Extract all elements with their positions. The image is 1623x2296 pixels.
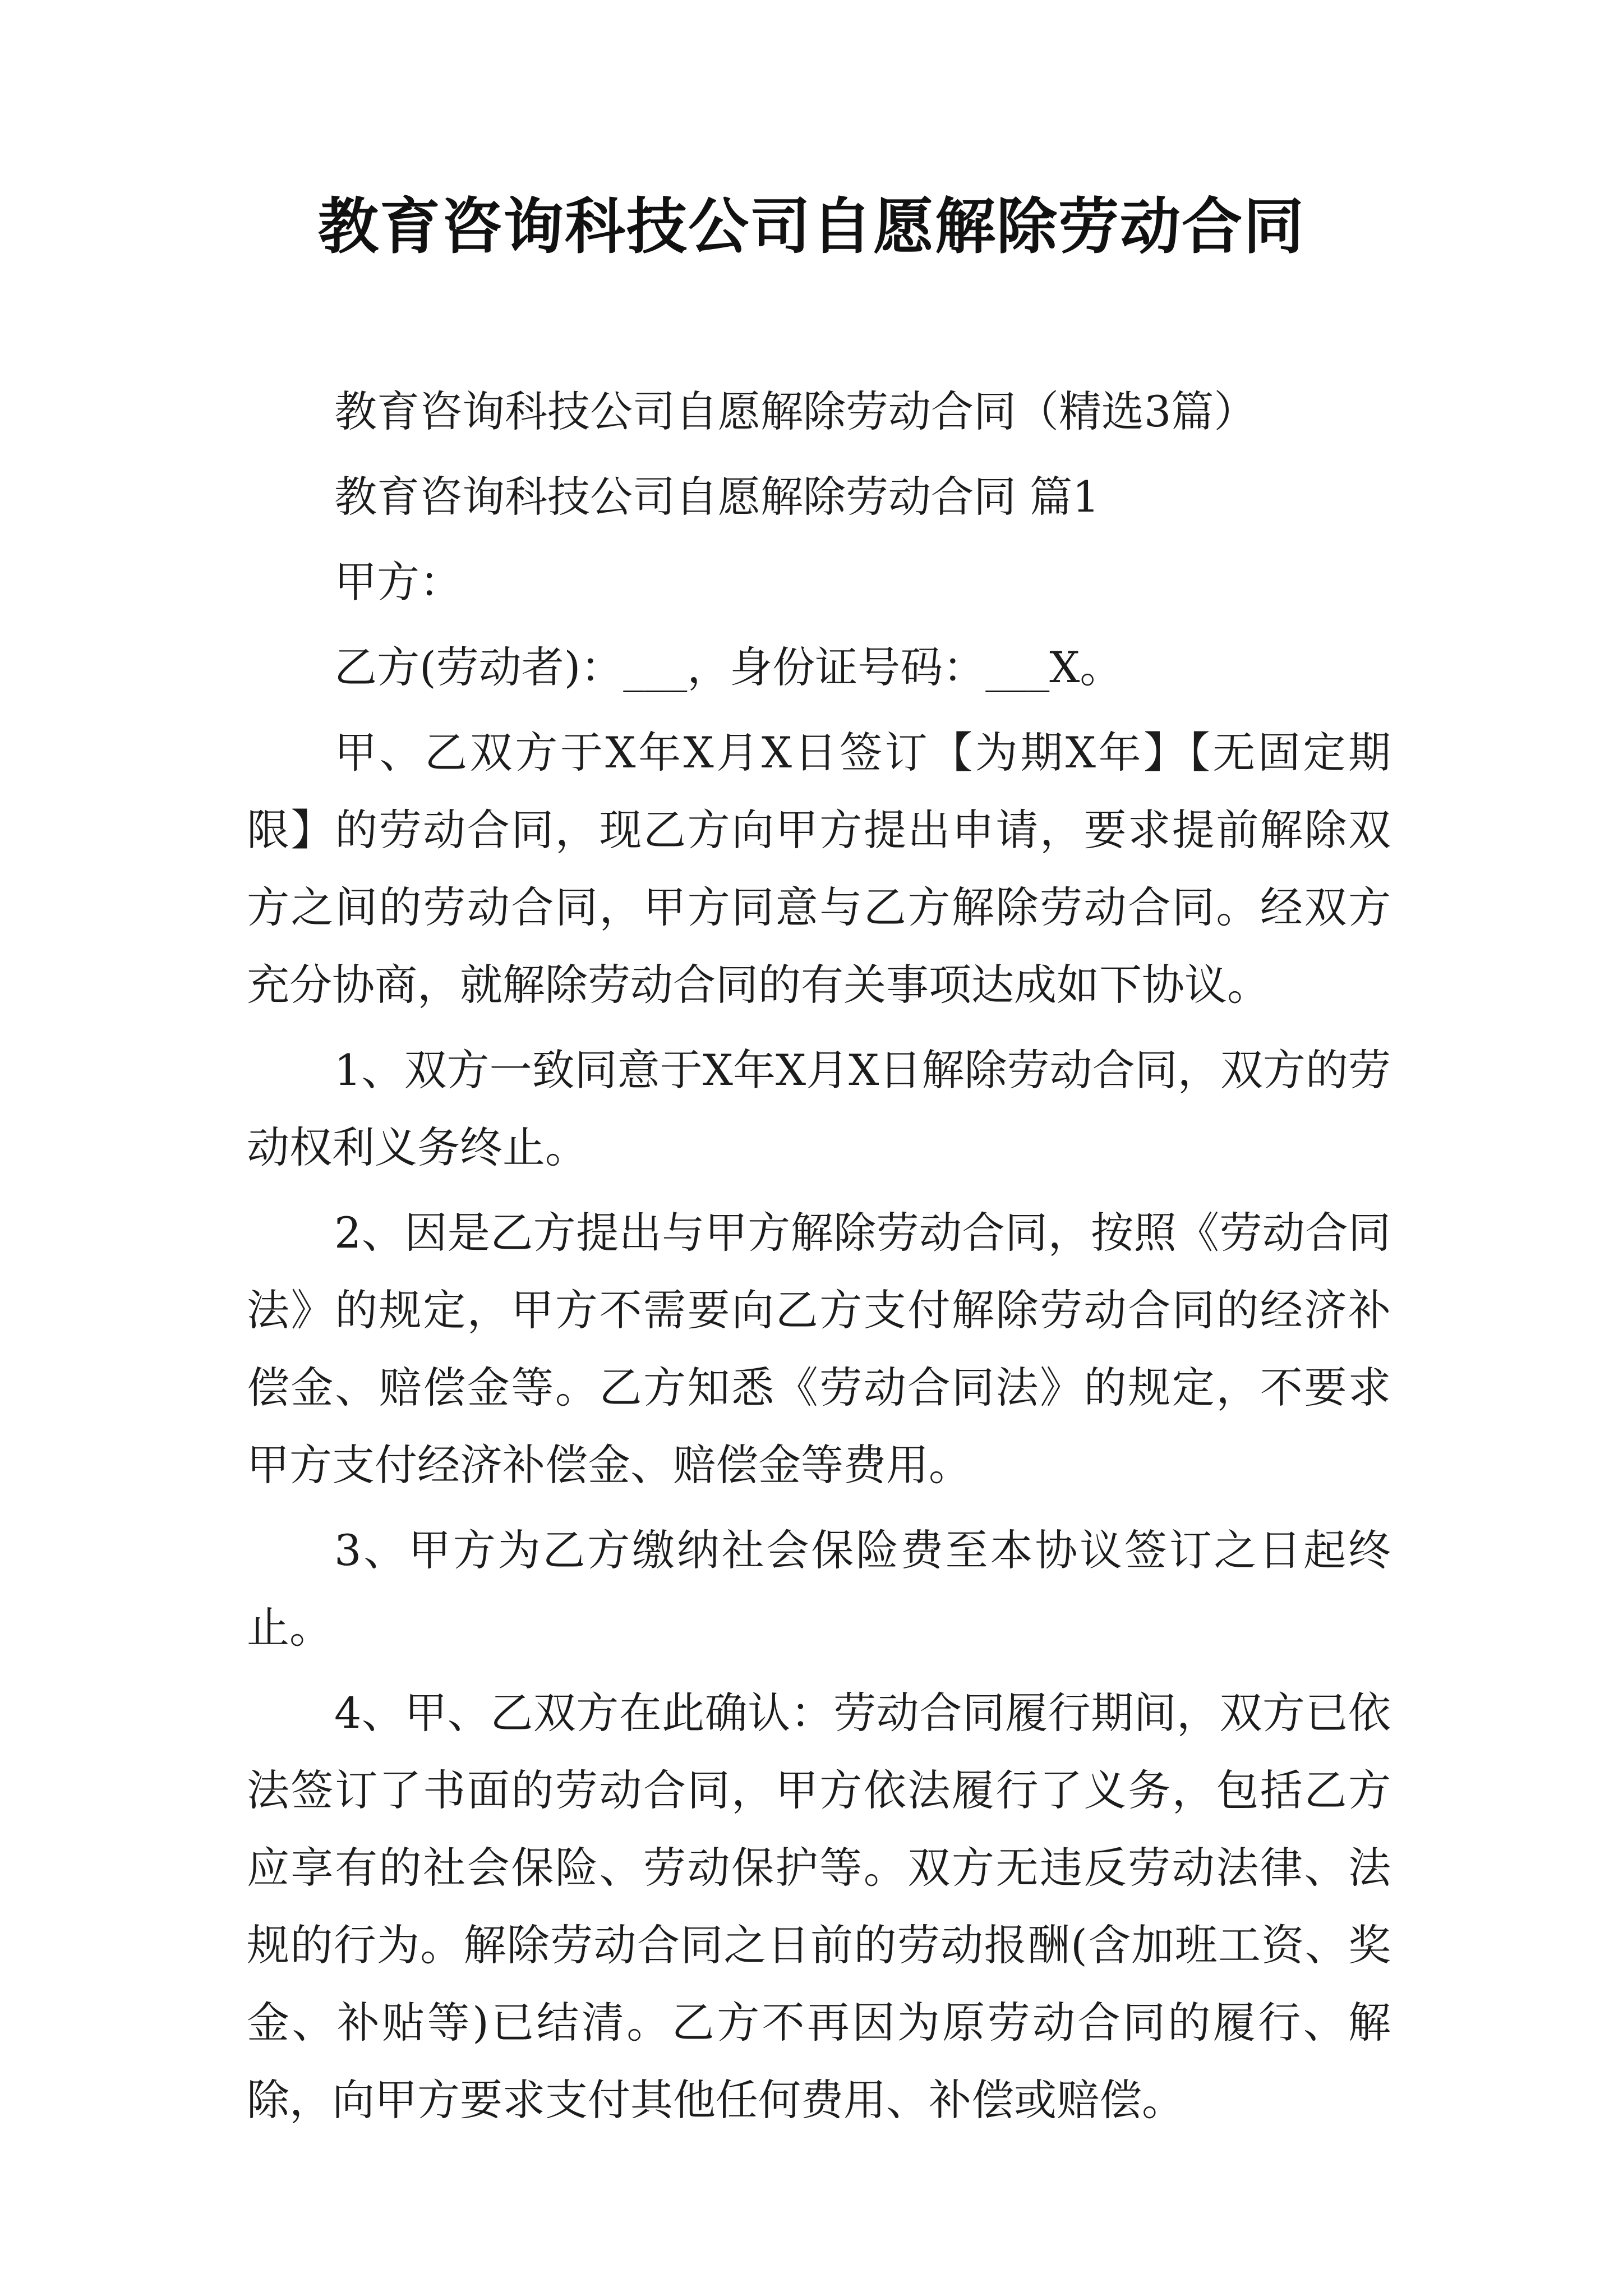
document-title: 教育咨询科技公司自愿解除劳动合同 [317,192,1305,262]
document-body [247,373,1391,2147]
clause-2: 2、因是乙方提出与甲方解除劳动合同，按照《劳动合同法》的规定，甲方不需要向乙方支付解除劳动合同的经济补偿金、赔偿金等。乙方知悉《劳动合同法》的规定，不要求甲方支付经济补偿金、赔偿金等费用。 [247,1208,1391,1490]
clause-4: 4、甲、乙双方在此确认：劳动合同履行期间，双方已依法签订了书面的劳动合同，甲方依法履行了义务，包括乙方应享有的社会保险、劳动保护等。双方无违反劳动法律、法规的行为。解除劳动合同之日前的劳动报酬(含加班工资、奖金、补贴等)已结清。乙方不再因为原劳动合同的履行、解除，向甲方要求支付其他任何费用、补偿或赔偿。 [247,1688,1391,2125]
document-subtitle: 教育咨询科技公司自愿解除劳动合同（精选3篇） [334,386,1257,436]
section-heading: 教育咨询科技公司自愿解除劳动合同 篇1 [334,472,1100,522]
clause-3: 3、甲方为乙方缴纳社会保险费至本协议签订之日起终止。 [247,1525,1391,1653]
intro-paragraph: 甲、乙双方于X年X月X日签订【为期X年】【无固定期限】的劳动合同，现乙方向甲方提出申请，要求提前解除双方之间的劳动合同，甲方同意与乙方解除劳动合同。经双方充分协商，就解除劳动合同的有关事项达成如下协议。 [247,728,1391,1010]
party-b-line: 乙方(劳动者)：___，身份证号码：___X。 [334,642,1123,692]
clause-1: 1、双方一致同意于X年X月X日解除劳动合同，双方的劳动权利义务终止。 [247,1045,1391,1172]
party-a-line: 甲方： [334,557,462,607]
